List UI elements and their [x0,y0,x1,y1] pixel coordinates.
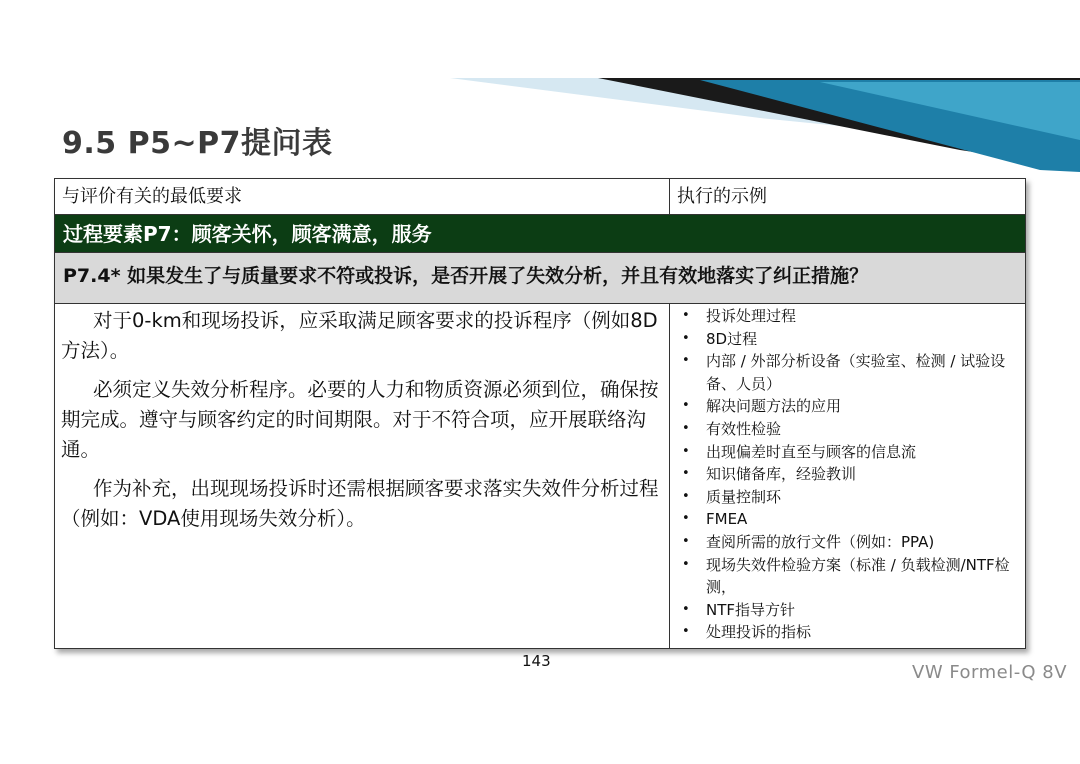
process-element-row [55,215,1026,253]
example-item: • 出现偏差时直至与顾客的信息流 [676,441,1021,464]
requirement-paragraph: 对于0-km和现场投诉，应采取满足顾客要求的投诉程序（例如8D方法）。 [61,309,658,362]
requirement-paragraph: 作为补充，出现现场投诉时还需根据顾客要求落实失效件分析过程（例如：VDA使用现场失效分析）。 [61,477,659,530]
example-item: • 处理投诉的指标 [676,621,1021,644]
requirement-paragraph: 必须定义失效分析程序。必要的人力和物质资源必须到位，确保按期完成。遵守与顾客约定的时间期限。对于不符合项，应开展联络沟通。 [61,378,659,461]
question-row [55,253,1026,304]
examples-list [676,305,1021,644]
table-header-row [55,179,1026,215]
requirements-cell [55,304,670,649]
page-title: 9.5 P5~P7提问表 [62,126,333,161]
example-item: • 有效性检验 [676,418,1021,441]
example-item: • 现场失效件检验方案（标准 / 负载检测/NTF检测， [676,554,1021,599]
examples-cell [670,304,1026,649]
header-min-requirements: 与评价有关的最低要求 [55,179,670,215]
example-item: • 8D过程 [676,328,1021,351]
brand-footer: VW Formel-Q 8V [912,662,1068,683]
process-element-label: 过程要素P7：顾客关怀，顾客满意，服务 [55,215,1026,253]
header-examples: 执行的示例 [670,179,1026,215]
example-item: • NTF指导方针 [676,599,1021,622]
question-text: P7.4* 如果发生了与质量要求不符或投诉，是否开展了失效分析，并且有效地落实了纠正措施？ [55,253,1026,304]
example-item: • FMEA [676,508,1021,531]
example-item: • 投诉处理过程 [676,305,1021,328]
example-item: • 质量控制环 [676,486,1021,509]
page-number: 143 [522,652,551,670]
example-item: • 知识储备库，经验教训 [676,463,1021,486]
content-row [55,304,1026,649]
example-item: • 解决问题方法的应用 [676,395,1021,418]
example-item: • 查阅所需的放行文件（例如：PPA) [676,531,1021,554]
example-item: • 内部 / 外部分析设备（实验室、检测 / 试验设备、人员） [676,350,1021,395]
question-table [54,178,1026,649]
